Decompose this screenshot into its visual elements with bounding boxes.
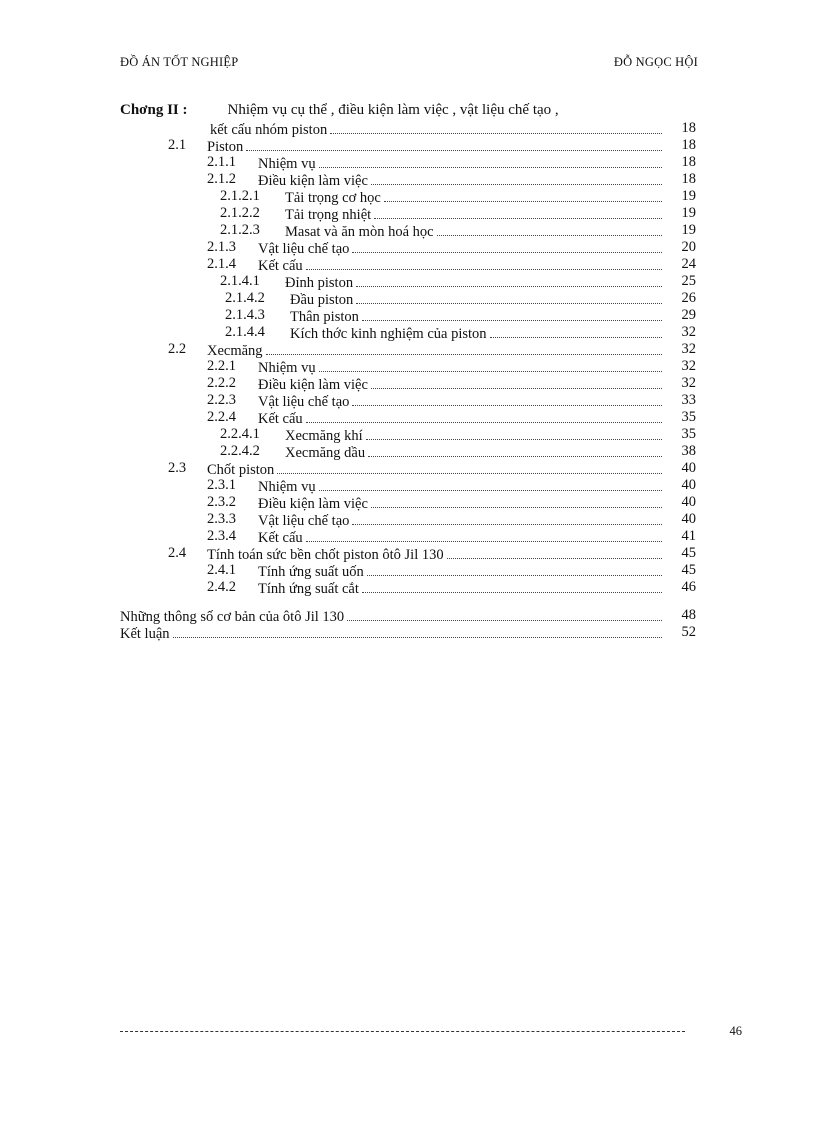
toc-number: 2.1.2 <box>207 171 236 187</box>
toc-page: 26 <box>681 290 696 306</box>
toc-page: 40 <box>681 511 696 527</box>
toc-row <box>0 443 816 460</box>
toc-title: Kết cấu <box>258 411 303 427</box>
footer-divider <box>120 1031 685 1032</box>
toc-row <box>0 511 816 528</box>
toc-page: 32 <box>681 375 696 391</box>
toc-title: Tính ứng suất uốn <box>258 564 364 580</box>
toc-row <box>0 579 816 596</box>
chapter-heading <box>120 102 559 119</box>
dot-leader <box>352 239 662 253</box>
toc-number: 2.2.4.1 <box>220 426 260 442</box>
chapter-title: Nhiệm vụ cụ thể , điều kiện làm việc , vật liệu chế tạo , <box>227 102 559 118</box>
toc-title: Tính ứng suất cắt <box>258 581 359 597</box>
toc-title: Vật liệu chế tạo <box>258 241 350 257</box>
toc-row <box>0 494 816 511</box>
toc-page: 25 <box>681 273 696 289</box>
dot-leader <box>173 624 662 638</box>
dot-leader <box>319 477 662 491</box>
toc-row <box>0 137 816 154</box>
toc-row <box>0 307 816 324</box>
dot-leader <box>352 392 662 406</box>
toc-page: 41 <box>681 528 696 544</box>
toc-number: 2.2.1 <box>207 358 236 374</box>
toc-title: Kết luận <box>120 626 170 642</box>
toc-page: 33 <box>681 392 696 408</box>
toc-page: 32 <box>681 358 696 374</box>
toc-title: Xecmăng khí <box>285 428 363 444</box>
toc-number: 2.1.2.1 <box>220 188 260 204</box>
toc-title: Piston <box>207 139 244 155</box>
toc-number: 2.1.1 <box>207 154 236 170</box>
toc-row <box>0 290 816 307</box>
toc-number: 2.4.2 <box>207 579 236 595</box>
toc-title: Đỉnh piston <box>285 275 354 291</box>
toc-number: 2.3.3 <box>207 511 236 527</box>
toc-title: Masat và ăn mòn hoá học <box>285 224 434 240</box>
dot-leader <box>371 171 662 185</box>
dot-leader <box>490 324 662 338</box>
toc-title: Tải trọng cơ học <box>285 190 381 206</box>
toc-row <box>0 205 816 222</box>
dot-leader <box>266 341 662 355</box>
toc-page: 20 <box>681 239 696 255</box>
toc-row <box>0 624 816 641</box>
toc-title: Kết cấu <box>258 258 303 274</box>
toc-page: 40 <box>681 494 696 510</box>
toc-number: 2.1.2.2 <box>220 205 260 221</box>
toc-page: 32 <box>681 324 696 340</box>
toc-row <box>0 171 816 188</box>
toc-title: Xecmăng <box>207 343 263 359</box>
toc-page: 29 <box>681 307 696 323</box>
toc-row <box>0 154 816 171</box>
toc-title: Tính toán sức bền chốt piston ôtô Jil 130 <box>207 547 444 563</box>
dot-leader <box>306 528 662 542</box>
header-left: ĐỒ ÁN TỐT NGHIỆP <box>120 55 239 69</box>
dot-leader <box>356 290 662 304</box>
toc-title: Xecmăng dầu <box>285 445 366 461</box>
toc-title: Chốt piston <box>207 462 275 478</box>
chapter-label: Chơng II : <box>120 102 188 118</box>
toc-title: Điều kiện làm việc <box>258 377 368 393</box>
toc-row <box>0 324 816 341</box>
dot-leader <box>330 120 662 134</box>
toc-number: 2.3.1 <box>207 477 236 493</box>
dot-leader <box>384 188 662 202</box>
toc-number: 2.2.2 <box>207 375 236 391</box>
toc-page: 35 <box>681 426 696 442</box>
toc-row <box>0 607 816 624</box>
dot-leader <box>306 256 662 270</box>
dot-leader <box>352 511 662 525</box>
toc-number: 2.1.2.3 <box>220 222 260 238</box>
toc-number: 2.3.4 <box>207 528 236 544</box>
toc-number: 2.2 <box>168 341 187 357</box>
toc-row <box>0 409 816 426</box>
toc-title: Đầu piston <box>290 292 354 308</box>
toc-title: Điều kiện làm việc <box>258 496 368 512</box>
dot-leader <box>362 579 662 593</box>
toc-page: 46 <box>681 579 696 595</box>
toc-number: 2.4 <box>168 545 187 561</box>
dot-leader <box>347 607 662 621</box>
toc-number: 2.2.3 <box>207 392 236 408</box>
toc-page: 19 <box>681 222 696 238</box>
toc-page: 48 <box>681 607 696 623</box>
dot-leader <box>447 545 662 559</box>
toc-title: Nhiệm vụ <box>258 479 316 495</box>
toc-title: Kết cấu <box>258 530 303 546</box>
toc-entry <box>120 624 664 643</box>
dot-leader <box>246 137 662 151</box>
toc-title: Kích thớc kinh nghiệm của piston <box>290 326 487 342</box>
toc-page: 18 <box>681 120 696 136</box>
dot-leader <box>368 443 662 457</box>
toc-row <box>0 120 816 137</box>
toc-row <box>0 392 816 409</box>
toc-title: Vật liệu chế tạo <box>258 513 350 529</box>
dot-leader <box>319 358 662 372</box>
toc-page: 45 <box>681 545 696 561</box>
toc-page: 45 <box>681 562 696 578</box>
toc-page: 18 <box>681 137 696 153</box>
toc-row <box>0 545 816 562</box>
toc-number: 2.1 <box>168 137 187 153</box>
toc-page: 40 <box>681 460 696 476</box>
toc-row <box>0 460 816 477</box>
page-number: 46 <box>729 1024 742 1038</box>
dot-leader <box>374 205 662 219</box>
toc-page: 40 <box>681 477 696 493</box>
toc-title: Tải trọng nhiệt <box>285 207 372 223</box>
dot-leader <box>367 562 662 576</box>
dot-leader <box>371 494 662 508</box>
toc-title: Nhiệm vụ <box>258 156 316 172</box>
toc-page: 18 <box>681 154 696 170</box>
toc-page: 19 <box>681 188 696 204</box>
header-right: ĐỖ NGỌC HỘI <box>613 55 698 69</box>
dot-leader <box>356 273 662 287</box>
toc-page: 19 <box>681 205 696 221</box>
toc-number: 2.3.2 <box>207 494 236 510</box>
dot-leader <box>277 460 662 474</box>
toc-entry <box>258 579 664 598</box>
toc-page: 38 <box>681 443 696 459</box>
toc-page: 52 <box>681 624 696 640</box>
toc-title: Điều kiện làm việc <box>258 173 368 189</box>
toc-page: 32 <box>681 341 696 357</box>
toc-number: 2.2.4.2 <box>220 443 260 459</box>
toc-row <box>0 239 816 256</box>
toc-number: 2.4.1 <box>207 562 236 578</box>
toc-row <box>0 358 816 375</box>
toc-number: 2.1.4.1 <box>220 273 260 289</box>
toc-row <box>0 341 816 358</box>
toc-number: 2.1.4.4 <box>225 324 265 340</box>
toc-number: 2.1.4.3 <box>225 307 265 323</box>
toc-row <box>0 426 816 443</box>
toc-title: Nhiệm vụ <box>258 360 316 376</box>
dot-leader <box>362 307 662 321</box>
toc-page: 35 <box>681 409 696 425</box>
toc-number: 2.1.3 <box>207 239 236 255</box>
toc-row <box>0 188 816 205</box>
toc-number: 2.1.4 <box>207 256 236 272</box>
toc-row <box>0 477 816 494</box>
dot-leader <box>319 154 662 168</box>
toc-number: 2.1.4.2 <box>225 290 265 306</box>
dot-leader <box>366 426 662 440</box>
dot-leader <box>371 375 662 389</box>
toc-title: Thân piston <box>290 309 359 325</box>
toc-row <box>0 375 816 392</box>
toc-row <box>0 256 816 273</box>
toc-number: 2.3 <box>168 460 187 476</box>
toc-row <box>0 562 816 579</box>
toc-title: Những thông số cơ bản của ôtô Jil 130 <box>120 609 345 625</box>
toc-page: 18 <box>681 171 696 187</box>
toc-number: 2.2.4 <box>207 409 236 425</box>
toc-page: 24 <box>681 256 696 272</box>
toc-row <box>0 222 816 239</box>
toc-title: kết cấu nhóm piston <box>210 122 328 138</box>
toc-title: Vật liệu chế tạo <box>258 394 350 410</box>
toc-row <box>0 528 816 545</box>
dot-leader <box>437 222 662 236</box>
toc-row <box>0 273 816 290</box>
dot-leader <box>306 409 662 423</box>
